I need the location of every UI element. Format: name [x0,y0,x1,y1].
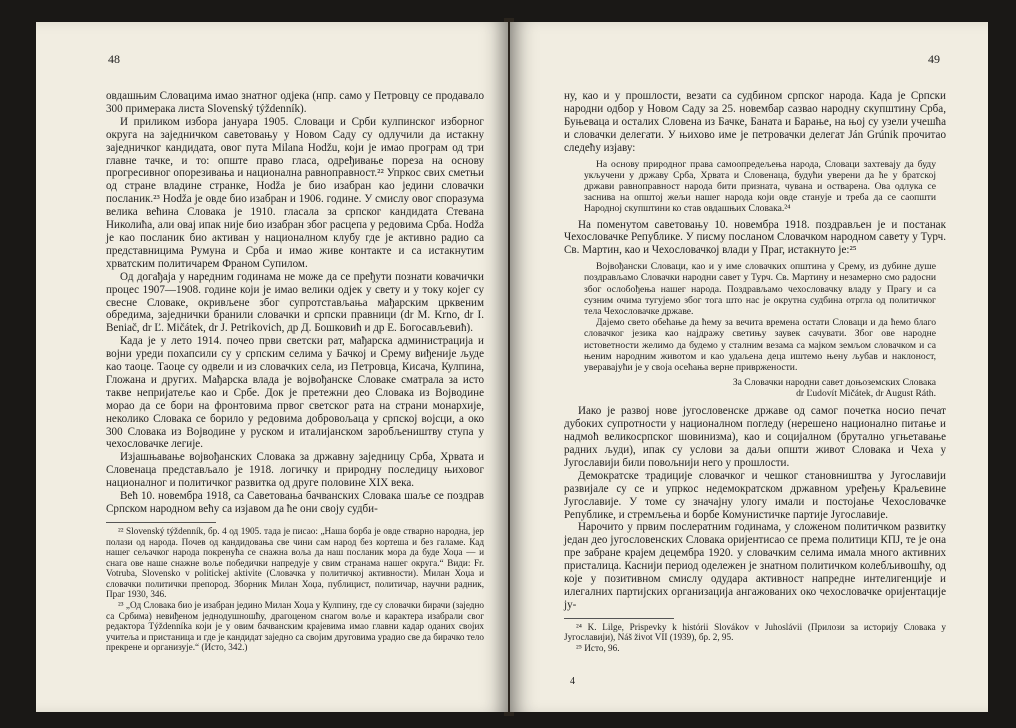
paragraph: Изјашњавање војвођанских Словака за државну заједницу Срба, Хрвата и Словенаца представљало је 1918. логичку и природну последицу њиховог националног и политичког развитка од друге половине XIX века. [106,451,484,490]
page-number: 49 [928,52,940,66]
paragraph: Од догађаја у наредним годинама не може да се пређути познати ковачички процес 1907—1908. године који је имао велики одјек у свету и у току којег су свесне Словаке, окривљене због супротстављања мађарским црквеним обредима, заједнички бранили словачки и српски правници (dr M. Krno, dr I. Beniač, dr Ľ. Mičátek, dr J. Petrikovich, др Д. Бошковић и др Е. Богосављевић). [106,270,484,335]
paragraph: На поменутом саветовању 10. новембра 1918. поздрављен је и постанак Чехословачке Републике. У писму посланом Словачком народном савету у Турч. Св. Мартин, као и Чехословачкој влади у Праг, истакнуто је:²⁵ [564,218,946,257]
footnotes [564,622,946,654]
page-number: 48 [108,52,120,66]
quote-paragraph: На основу природног права самоопредељења народа, Словаци захтевају да буду укључени у државу Срба, Хрвата и Словенаца, будући уверени да ће у братској држави равноправност народа бити призната, чувана и остварена. Ова одлука се заснива на општој жељи нашег народа који овде станује и треба да се саопшти Народној скупштини ко став овдашњих Словака.²⁴ [584,158,936,215]
paragraph: Демократске традиције словачког и чешког становништва у Југославији развијале су се и упркос недемократском државном уређењу Краљевине Југославије. У томе су значајну улогу имали и постојање Чехословачке Републике, и стремљења и борбе Комунистичке партије Југославије. [564,469,946,521]
paragraph: Када је у лето 1914. почео први светски рат, мађарска администрација и војни уреди похапсили су у српским селима у Бачкој и Срему виђеније људе као таоце. Таоце су одвели и из словачких села, из Петровца, Кисача, Кулпина, Гложана и других. Мађарска влада је војвођанске Словаке сматрала за исто такве непријатеље као и Србе. Док је претежни део Словака из Војводине морао да се бори на фронтовима првог светског рата на страни монархије, неколико Словака се борило у редовима добровољаца у српској војсци, а око 300 Словака из Војводине у руском и италијанском заробљеништву ступа у чехословачке легије. [106,335,484,451]
signature-line: За Словачки народни савет доњоземских Словака [732,377,936,389]
paragraph: Већ 10. новембра 1918, са Саветовања бачванских Словака шаље се поздрав Српском народном већу са изјавом да ће они своју судби- [106,490,484,515]
footnote: ²⁴ K. Lilge, Prispevky k histórii Slovákov v Juhoslávii (Прилози за историју Словака у Југославији), Náš život VII (1939), бр. 2, 95. [564,621,946,643]
footnote: ²³ „Од Словака био је изабран једино Милан Хоџа у Кулпину, где су словачки бирачи (заједно са Србима) невиђеном једнодушношћу, драгоценом снагом воље и карактера изабрали свог редактора Týždenníka који је у овим бачванским крајевима имао главни кадар оданих својих учитеља и пристаница и где је кандидат заједно са својим друговима урадио све да бирачко тело прекрене и организује.“ (Исто, 342.) [106,600,484,653]
right-page [510,22,988,712]
left-page [36,22,508,712]
paragraph: ну, као и у прошлости, везати са судбином српског народа. Када је Српски народни одбор у Новом Саду за 25. новембар сазвао народну скупштину Срба, Буњеваца и осталих Словена из Бачке, Баната и Барање, на њој су узели учешћа и словачки делегати. У њихово име је петровачки делегат Ján Grúnik прочитао следећу изјаву: [564,90,946,154]
footnote: ²⁵ Исто, 96. [576,642,620,653]
footnote: ²² Slovenský týždenník, бр. 4 од 1905. тада је писао: „Наша борба је овде стварно народна, јер полази од народа. Почев од кандидовања све чини сам народ без кортеша и без галаме. Кад нашег сељачког народа покренућа се снажна воља да наш посланик мора да буде Хоџа — и снага ове наше снажне воље победички напредује у свим странама нашег округа.“ Види: Fr. Votruba, Slovensko v politickej aktivite (Словачка у политичкој активности). Милан Хоџа и словачки политички препород. Зборник Милан Хоџа, публицист, политичар, научни радник, Праг 1930, 346. [106,525,484,600]
block-quote [584,261,936,373]
footnotes [106,526,484,653]
signature [584,377,936,399]
paragraph: И приликом избора јануара 1905. Словаци и Срби кулпинског изборног округа на заједничком саветовању у Новом Саду су одлучили да истакну заједничког кандидата, овог пута Milana Hodžu, који је имао програм од три главне тачке, и то: опште право гласа, одређивање пореза на основу прогресивног опорезивања и национална равноправност.²² Упркос свих сметњи од стране владине странке, Hodža је био изабран као једини словачки посланик.²³ Hodža је овде био изабран и 1906. године. У смислу овог споразума велика већина Словака је 1910. гласала за српског кандидата Стевана Николића, али овај ипак није био изабран због расцепа у редовима Срба. Hodža је као посланик био активан у националном клубу где је активно радио са представницима Румуна и Срба и имао живе контакте и са истакнутим хрватским политичарем Франом Супилом. [106,115,484,270]
quote-paragraph: Војвођански Словаци, као и у име словачких општина у Срему, из дубине душе поздрављамо Словачки народни савет у Турч. Св. Мартину и незамерно смо радосни због ослобођења нашег народа. Поздрављамо чехословачку владу у Прагу и са сузним очима тугујемо због тога што нас је окрутна судбина отргла од политичког тела Чехословачке државе. [584,261,936,318]
footnote-rule [564,618,674,619]
body-text [106,90,484,653]
quote-paragraph: Дајемо свето обећање да ћему за вечита времена остати Словаци и да ћемо благо словачког језика као најдражу светињу заувек сачувати. Због ове народне истоветности желимо да будемо у сталним везама са мајком земљом словачком и са њеним народним животом и као удаљена деца иштемо њену љубав и наклоност, уверавајући је у своја осећања верне привржености. [584,317,936,374]
signature-line: dr Ľudovít Mičátek, dr August Ráth. [796,388,936,400]
block-quote [584,159,936,215]
paragraph: Иако је развој нове југословенске државе од самог почетка носио печат дубоких супротности у националном погледу (нерешено национално питање и надмоћ великосрпског шовинизма), као и социјалном (брутално угњетавање радних људи), ипак су услови за даљи општи живот Словака и Чеха у Југославији били повољнији него у прошлости. [564,405,946,469]
footnote-rule [106,522,216,523]
paragraph: овдашњим Словацима имао знатног одјека (нпр. само у Петровцу се продавало 300 примерака листа Slovenský týždenník). [106,90,484,115]
paragraph: Нарочито у првим послератним годинама, у сложеном политичком развитку један део југословенских Словака оријентисао се према политици КПЈ, те је она пре забране крајем децембра 1920. у словачким селима имала много активних присталица. Касниjи период одележен је знатном политичком колебљивошћу, од које у позитивном смислу одудара активност напредне интелигенције и илегалних партијских организација ангажованих око чехословачке оријентације ју- [564,521,946,611]
body-text [564,90,946,654]
signature-mark: 4 [570,676,575,687]
